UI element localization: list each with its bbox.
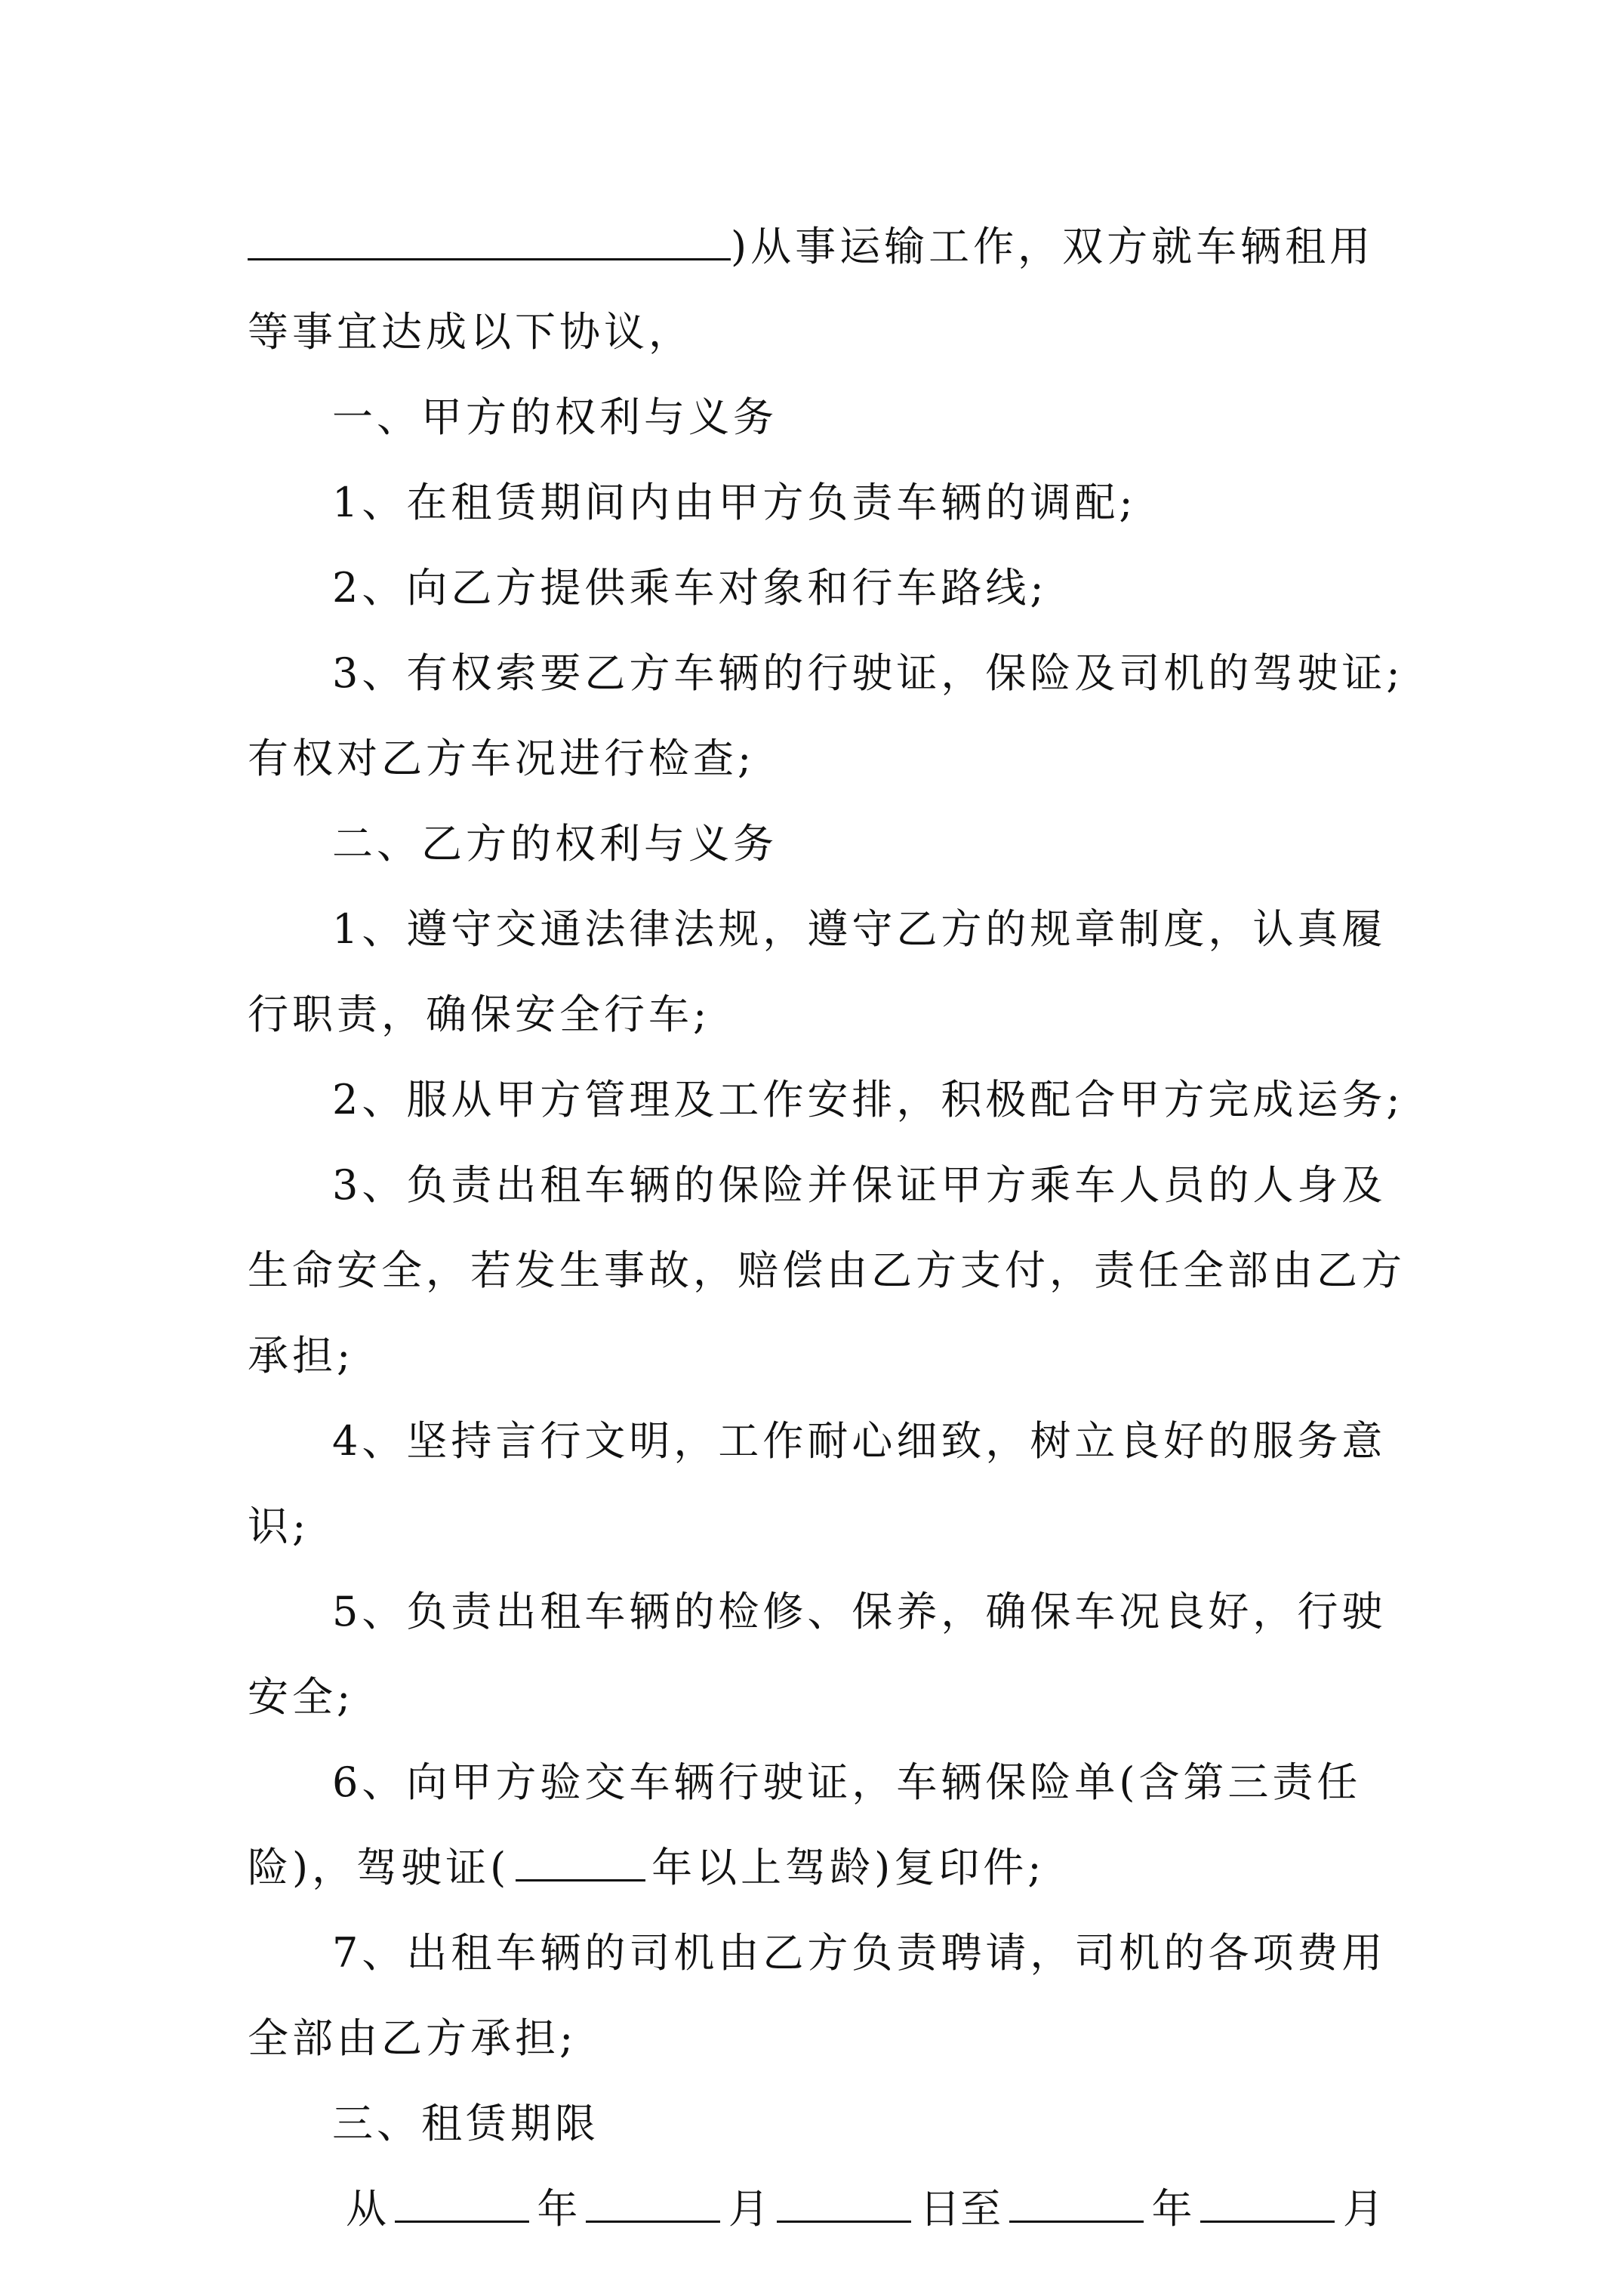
clause-a-3: 3、有权索要乙方车辆的行驶证，保险及司机的驾驶证; <box>332 649 1404 697</box>
clause-a-2: 2、向乙方提供乘车对象和行车路线; <box>332 564 1048 612</box>
clause-a-1: 1、在租赁期间内由甲方负责车辆的调配; <box>332 479 1137 526</box>
text-fragment: 年以上驾龄)复印件; <box>651 1844 1046 1891</box>
period-year-label: 年 <box>537 2185 578 2233</box>
clause-b-7-continued: 全部由乙方承担; <box>248 2014 577 2062</box>
clause-b-2: 2、服从甲方管理及工作安排，积极配合甲方完成运务; <box>332 1076 1404 1123</box>
start-month-blank[interactable] <box>586 2180 720 2223</box>
period-from-label: 从 <box>346 2185 387 2233</box>
period-day-to-label: 日至 <box>919 2185 1002 2233</box>
contract-page <box>248 204 1406 2251</box>
fill-in-blank[interactable] <box>248 217 731 260</box>
clause-b-5: 5、负责出租车辆的检修、保养，确保车况良好，行驶 <box>332 1588 1387 1635</box>
end-month-blank[interactable] <box>1200 2180 1335 2223</box>
clause-b-3-continued: 生命安全，若发生事故，赔偿由乙方支付，责任全部由乙方 <box>248 1247 1406 1294</box>
period-month2-label: 月 <box>1342 2185 1384 2233</box>
period-year2-label: 年 <box>1151 2185 1193 2233</box>
clause-b-4-continued: 识; <box>248 1502 310 1550</box>
section-heading-lease-term: 三、租赁期限 <box>332 2100 599 2147</box>
text-fragment: 险)，驾驶证( <box>248 1844 510 1891</box>
start-year-blank[interactable] <box>395 2180 529 2223</box>
clause-b-6-continued <box>248 1825 1384 1910</box>
clause-b-1-continued: 行职责，确保安全行车; <box>248 991 711 1038</box>
clause-b-6: 6、向甲方验交车辆行驶证，车辆保险单(含第三责任 <box>332 1758 1362 1806</box>
start-day-blank[interactable] <box>777 2180 911 2223</box>
clause-b-3-continued-2: 承担; <box>248 1332 355 1379</box>
section-heading-party-b: 二、乙方的权利与义务 <box>332 820 778 868</box>
clause-b-1: 1、遵守交通法律法规，遵守乙方的规章制度，认真履 <box>332 905 1387 953</box>
period-month-label: 月 <box>728 2185 769 2233</box>
clause-b-7: 7、出租车辆的司机由乙方负责聘请，司机的各项费用 <box>332 1929 1387 1977</box>
clause-b-5-continued: 安全; <box>248 1673 355 1721</box>
clause-a-3-continued: 有权对乙方车况进行检查; <box>248 735 756 782</box>
text-fragment: )从事运输工作，双方就车辆租用 <box>731 223 1375 270</box>
lease-period-row <box>248 2166 1384 2251</box>
contract-line-2: 等事宜达成以下协议， <box>248 308 693 356</box>
fill-in-blank[interactable] <box>516 1838 645 1881</box>
end-year-blank[interactable] <box>1009 2180 1144 2223</box>
section-heading-party-a: 一、甲方的权利与义务 <box>332 393 778 441</box>
contract-line-1 <box>248 204 1384 289</box>
clause-b-3: 3、负责出租车辆的保险并保证甲方乘车人员的人身及 <box>332 1161 1387 1209</box>
clause-b-4: 4、坚持言行文明，工作耐心细致，树立良好的服务意 <box>332 1417 1387 1465</box>
